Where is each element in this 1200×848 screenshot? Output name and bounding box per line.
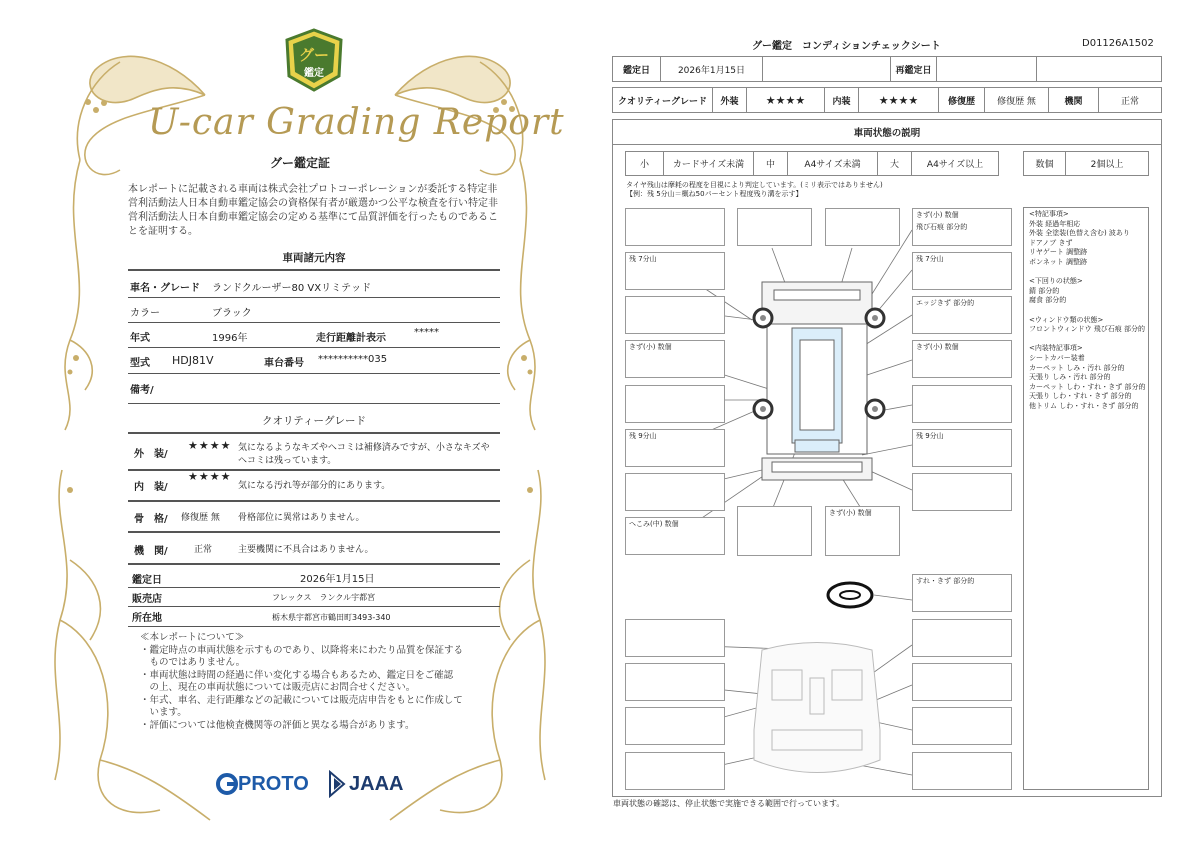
divider xyxy=(128,563,500,565)
special-note-line: 錆 部分的 xyxy=(1029,286,1060,295)
repair-label: 修復歴 xyxy=(939,88,985,112)
frame-text: 骨格部位に異常はありません。 xyxy=(238,513,365,523)
jaaa-logo xyxy=(326,770,403,798)
interior-label: 内装 xyxy=(825,88,859,112)
legend-large: 大 xyxy=(878,152,912,175)
reinspect-value xyxy=(937,57,1037,81)
date-label: 鑑定日 xyxy=(132,575,162,586)
engine-label: 機 関/ xyxy=(134,546,168,557)
box-label: 残 7分山 xyxy=(629,255,657,263)
divider xyxy=(128,297,500,298)
special-note-line: シートカバー装着 xyxy=(1029,354,1085,362)
interior-box-right-2 xyxy=(912,663,1012,701)
exterior-stars: ★★★★ xyxy=(188,439,232,452)
condition-box-right-1 xyxy=(912,208,1012,246)
condition-box-right-5 xyxy=(912,385,1012,423)
special-note-line: <ウィンドウ類の状態> xyxy=(1029,315,1104,324)
model-label: 型式 xyxy=(130,358,150,369)
specs-title: 車両諸元内容 xyxy=(282,252,346,264)
date-value: 2026年1月15日 xyxy=(300,574,375,585)
special-note-line: 他トリム しわ・すれ・きず 部分的 xyxy=(1029,402,1139,410)
condition-box-left-7 xyxy=(625,473,725,511)
year-value: 1996年 xyxy=(212,333,248,344)
special-note-line: 天張り しみ・汚れ 部分的 xyxy=(1029,373,1111,382)
interior-text: 気になる汚れ等が部分的にあります。 xyxy=(238,481,391,491)
quality-grade-row xyxy=(612,87,1162,113)
steering-wheel-icon xyxy=(828,583,872,607)
shop-value: フレックス ランクル宇都宮 xyxy=(272,593,376,602)
box-label: エッジきず 部分的 xyxy=(916,299,975,307)
goo-kantei-badge-icon xyxy=(283,28,345,92)
divider xyxy=(128,626,500,627)
condition-box-right-2 xyxy=(912,252,1012,290)
reinspect-label: 再鑑定日 xyxy=(891,57,937,81)
jaaa-mark-icon xyxy=(326,770,346,798)
exterior-label: 外 装/ xyxy=(134,449,168,460)
box-label: すれ・きず 部分的 xyxy=(916,577,975,585)
special-note-line: <下回りの状態> xyxy=(1029,277,1083,286)
interior-box-left-4 xyxy=(625,752,725,790)
mileage-value: ***** xyxy=(414,327,439,338)
condition-box-right-6 xyxy=(912,429,1012,467)
doc-id: D01126A1502 xyxy=(1082,38,1154,49)
jaaa-logo-text: JAAA xyxy=(349,772,404,795)
color-label: カラー xyxy=(130,308,160,319)
quality-label: クオリティーグレード xyxy=(613,88,713,112)
condition-box-bottom-1 xyxy=(737,506,812,556)
proto-logo-text: PROTO xyxy=(238,772,309,795)
divider xyxy=(128,531,500,533)
note-1a: ・鑑定時点の車両状態を示すものであり、以降将来にわたり品質を保証する xyxy=(140,645,464,656)
special-note-line: 外装 経過年相応 xyxy=(1029,219,1081,228)
note-3a: ・年式、車名、走行距離などの記載については販売店申告をもとに作成して xyxy=(140,695,463,706)
quality-title: クオリティーグレード xyxy=(262,415,366,427)
badge-bottom-text: 鑑定 xyxy=(304,68,324,79)
condition-box-right-3 xyxy=(912,296,1012,334)
size-legend xyxy=(625,151,999,176)
divider xyxy=(128,403,500,404)
remarks-label: 備考/ xyxy=(130,385,154,396)
proto-mark-icon xyxy=(216,772,238,796)
legend-small-desc: カードサイズ未満 xyxy=(664,152,754,175)
condition-box-left-8 xyxy=(625,517,725,555)
condition-box-left-3 xyxy=(625,296,725,334)
note-3b: います。 xyxy=(140,707,187,718)
box-label: へこみ(中) 数個 xyxy=(629,520,679,528)
chassis-value: **********035 xyxy=(318,354,388,365)
box-label: きず(小) 数個 xyxy=(629,343,672,351)
date-label: 鑑定日 xyxy=(613,57,661,81)
engine-text: 主要機関に不具合はありません。 xyxy=(238,545,374,555)
divider xyxy=(128,269,500,271)
certificate-intro: 本レポートに記載される車両は株式会社プロトコーポレーションが委託する特定非営利活動法人日本自動車鑑定協会の資格保有者が厳選かつ公平な検査を行い特定非営利活動法人日本自動車鑑定協会の定める基準にて品質評価を行ったものであることを証明する。 xyxy=(128,184,498,237)
interior-stars: ★★★★ xyxy=(188,470,232,483)
shop-label: 販売店 xyxy=(132,594,162,605)
condition-box-top-2 xyxy=(825,208,900,246)
engine-value: 正常 xyxy=(194,545,213,555)
interior-box-right-4 xyxy=(912,752,1012,790)
special-note-line: ボンネット 調整跡 xyxy=(1029,258,1088,266)
condition-box-left-2 xyxy=(625,252,725,290)
special-note-line: 外装 全塗装(色替え含む) 波あり xyxy=(1029,229,1130,238)
color-value: ブラック xyxy=(212,308,252,319)
certificate-title: グー鑑定証 xyxy=(269,156,330,170)
count-legend xyxy=(1023,151,1149,176)
proto-logo xyxy=(216,772,309,796)
address-label: 所在地 xyxy=(132,613,162,624)
mileage-label: 走行距離計表示 xyxy=(316,333,386,344)
box-label: 残 9分山 xyxy=(629,432,657,440)
divider xyxy=(128,500,500,502)
condition-box-left-1 xyxy=(625,208,725,246)
condition-box-right-4 xyxy=(912,340,1012,378)
frame-value: 修復歴 無 xyxy=(181,513,220,523)
condition-box-bottom-2 xyxy=(825,506,900,556)
interior-box-left-1 xyxy=(625,619,725,657)
special-note-line: <内装特記事項> xyxy=(1029,344,1083,353)
interior-stars: ★★★★ xyxy=(859,88,939,112)
legend-medium-desc: A4サイズ未満 xyxy=(788,152,878,175)
condition-box-left-6 xyxy=(625,429,725,467)
divider xyxy=(128,432,500,434)
special-note-line: フロントウィンドウ 飛び石痕 部分的 xyxy=(1029,325,1146,334)
condition-box-top-1 xyxy=(737,208,812,246)
year-label: 年式 xyxy=(130,333,150,344)
box-label: きず(小) 数個 xyxy=(916,343,959,351)
box-label: 残 7分山 xyxy=(916,255,944,263)
divider xyxy=(128,587,500,588)
badge-top-text: グー xyxy=(298,46,330,64)
divider xyxy=(128,606,500,607)
special-note-line: 天張り しわ・すれ・きず 部分的 xyxy=(1029,392,1132,401)
box-label: きず(小) 数個 xyxy=(916,211,959,219)
repair-value: 修復歴 無 xyxy=(985,88,1049,112)
legend-count-desc: 2個以上 xyxy=(1090,160,1124,170)
special-note-line: カーペット しみ・汚れ 部分的 xyxy=(1029,363,1125,372)
date-value: 2026年1月15日 xyxy=(661,57,763,81)
interior-box-left-2 xyxy=(625,663,725,701)
interior-label: 内 装/ xyxy=(134,482,168,493)
legend-count: 数個 xyxy=(1024,152,1066,175)
condition-box-right-7 xyxy=(912,473,1012,511)
divider xyxy=(128,347,500,348)
interior-box-left-3 xyxy=(625,707,725,745)
interior-box-right-1 xyxy=(912,619,1012,657)
engine-value: 正常 xyxy=(1120,96,1139,107)
exterior-text-1: 気になるようなキズやヘコミは補修済みですが、小さなキズや xyxy=(238,443,490,453)
special-note-line: カーペット しわ・すれ・きず 部分的 xyxy=(1029,382,1146,391)
condition-box-left-5 xyxy=(625,385,725,423)
address-value: 栃木県宇都宮市鶴田町3493-340 xyxy=(272,613,391,622)
car-name-value: ランドクルーザー80 VXリミテッド xyxy=(212,283,372,294)
special-note-line: <特記事項> xyxy=(1029,210,1069,218)
divider xyxy=(128,322,500,323)
legend-large-desc: A4サイズ以上 xyxy=(926,160,984,170)
chassis-label: 車台番号 xyxy=(264,358,304,369)
model-value: HDJ81V xyxy=(172,354,214,367)
legend-small: 小 xyxy=(626,152,664,175)
condition-box-left-4 xyxy=(625,340,725,378)
inspection-date-row xyxy=(612,56,1162,82)
interior-box-right-3 xyxy=(912,707,1012,745)
tire-note-1: タイヤ残山は摩耗の程度を目視により判定しています。(ミリ表示ではありません) xyxy=(626,181,883,189)
exterior-text-2: ヘコミは残っています。 xyxy=(238,456,337,466)
box-label: きず(小) 数個 xyxy=(829,509,872,517)
sheet-footer: 車両状態の確認は、停止状態で実施できる範囲で行っています。 xyxy=(613,799,845,808)
divider xyxy=(128,373,500,374)
condition-box-steering xyxy=(912,574,1012,612)
empty-cell xyxy=(763,57,891,81)
note-2a: ・車両状態は時間の経過に伴い変化する場合もあるため、鑑定日をご確認 xyxy=(140,670,454,681)
note-2b: の上、現在の車両状態については販売店にお問合せください。 xyxy=(140,682,416,693)
exterior-label: 外装 xyxy=(713,88,747,112)
section-title: 車両状態の説明 xyxy=(612,119,1162,145)
box-label: 飛び石痕 部分的 xyxy=(916,223,968,231)
divider xyxy=(128,469,500,471)
tire-note-2: 【例：残 5分山＝概ね50パーセント程度残り溝を示す】 xyxy=(626,190,803,198)
note-4: ・評価については他検査機関等の評価と異なる場合があります。 xyxy=(140,720,415,731)
frame-label: 骨 格/ xyxy=(134,514,168,525)
special-note-line: ドアノブ きず xyxy=(1029,238,1073,247)
engine-label: 機関 xyxy=(1049,88,1099,112)
exterior-stars: ★★★★ xyxy=(747,88,825,112)
sheet-title: グー鑑定 コンディションチェックシート xyxy=(752,41,941,52)
notes-title: ≪本レポートについて≫ xyxy=(140,632,245,643)
special-note-line: リヤゲート 調整跡 xyxy=(1029,248,1088,257)
special-note-line: 腐食 部分的 xyxy=(1029,296,1067,305)
note-1b: ものではありません。 xyxy=(140,657,246,668)
car-name-label: 車名・グレード xyxy=(130,283,200,294)
legend-medium: 中 xyxy=(754,152,788,175)
box-label: 残 9分山 xyxy=(916,432,944,440)
report-script-title: U-car Grading Report xyxy=(148,102,565,143)
